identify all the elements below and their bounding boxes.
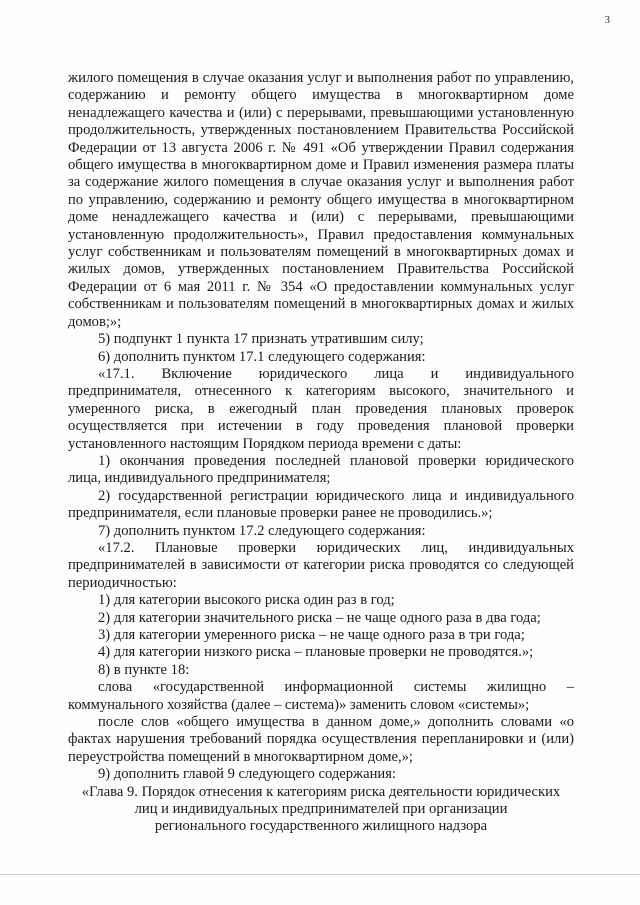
- paragraph-clause-17-2-sub-3: 3) для категории умеренного риска – не чаще одного раза в три года;: [98, 627, 525, 643]
- paragraph-clause-17-2: «17.2. Плановые проверки юридических лиц, индивидуальных предпринимателей в зависимости от категории риска проводятся со следующей периодичностью:: [68, 539, 574, 591]
- paragraph-item-8: 8) в пункте 18:: [98, 661, 190, 678]
- scan-edge-line: [0, 874, 640, 875]
- paragraph-item-7: 7) дополнить пунктом 17.2 следующего содержания:: [98, 522, 426, 539]
- chapter-heading-line-2: лиц и индивидуальных предпринимателей при организации: [134, 801, 508, 818]
- chapter-heading-line-3: регионального государственного жилищного надзора: [154, 818, 488, 835]
- paragraph-item-9: 9) дополнить главой 9 следующего содержания:: [98, 766, 396, 783]
- paragraph-continuation: жилого помещения в случае оказания услуг и выполнения работ по управлению, содержанию и ремонту общего имущества в многоквартирном доме ненадлежащего качества и (или) с перерывами, превышающими установленную продолжительность, утвержденных постановлением Правительства Российской Федерации от 13 августа 2006 г. № 491 «Об утверждении Правил содержания общего имущества в многоквартирном доме и Правил изменения размера платы за содержание жилого помещения в случае оказания услуг и выполнения работ по управлению, содержанию и ремонту общего имущества в многоквартирном доме ненадлежащего качества и (или) с перерывами, превышающими установленную продолжительность», Правил предоставления коммунальных услуг собственникам и пользователям помещений в многоквартирных домах и жилых домов, утвержденных постановлением Правительства Российской Федерации от 6 мая 2011 г. № 354 «О предоставлении коммунальных услуг собственникам и пользователям помещений в многоквартирных домах и жилых домов;»;: [68, 70, 574, 330]
- page-number: 3: [604, 14, 610, 26]
- paragraph-clause-17-2-sub-4: 4) для категории низкого риска – плановые проверки не проводятся.»;: [98, 644, 534, 661]
- chapter-heading: [68, 784, 574, 836]
- paragraph-clause-17-2-sub-2: 2) для категории значительного риска – не чаще одного раза в два года;: [98, 609, 541, 626]
- paragraph-item-6: 6) дополнить пунктом 17.1 следующего содержания:: [98, 348, 426, 365]
- paragraph-clause-17-1: «17.1. Включение юридического лица и индивидуального предпринимателя, отнесенного к категориям высокого, значительного и умеренного риска, в ежегодный план проведения плановых проверок осуществляется при истечении в году проведения плановой проверки установленного настоящим Порядком периода времени с даты:: [68, 365, 574, 452]
- paragraph-item-5: 5) подпункт 1 пункта 17 признать утратившим силу;: [98, 331, 424, 348]
- paragraph-clause-17-2-sub-1: 1) для категории высокого риска один раз в год;: [98, 592, 395, 609]
- paragraph-clause-17-1-sub-1: 1) окончания проведения последней плановой проверки юридического лица, индивидуального предпринимателя;: [68, 452, 574, 487]
- paragraph-item-8-after-words: после слов «общего имущества в данном доме,» дополнить словами «о фактах нарушения требований порядка осуществления перепланировки и (или) переустройства помещений в многоквартирном доме,»;: [68, 714, 574, 765]
- document-body: [68, 70, 574, 836]
- paragraph-clause-17-1-sub-2: 2) государственной регистрации юридического лица и индивидуального предпринимателя, если плановые проверки ранее не проводились.»;: [68, 487, 574, 522]
- chapter-heading-line-1: «Глава 9. Порядок отнесения к категориям риска деятельности юридических: [81, 783, 561, 800]
- paragraph-item-8-words: слова «государственной информационной системы жилищно – коммунального хозяйства (далее – система)» заменить словом «системы»;: [68, 679, 574, 713]
